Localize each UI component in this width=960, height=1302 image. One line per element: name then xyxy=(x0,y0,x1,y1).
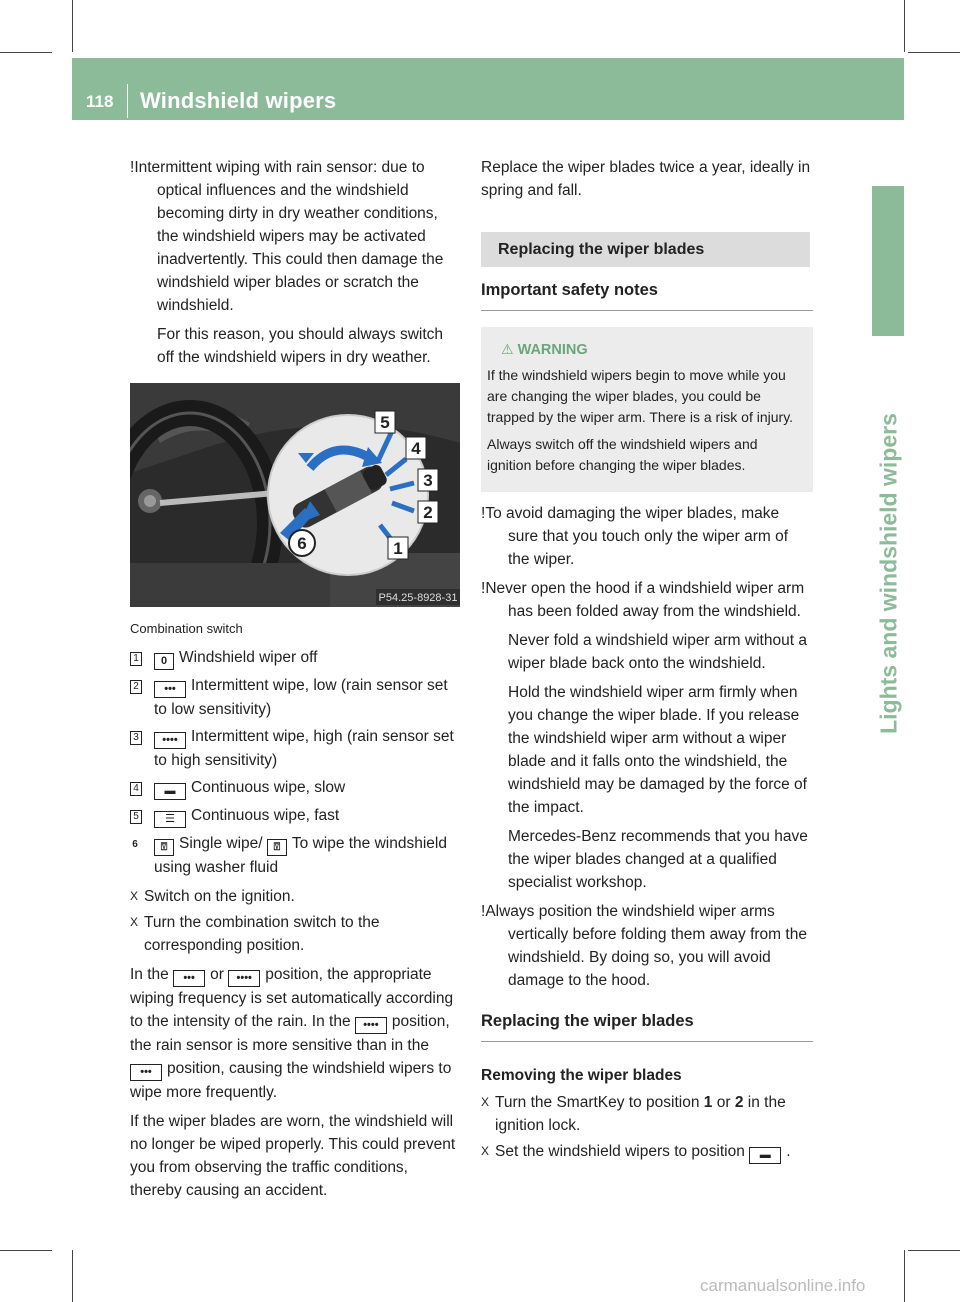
note-vertical: !Always position the windshield wiper arms vertically before folding them away from the windshield. By doing so, you will avoid damage to the hood. xyxy=(481,903,807,989)
left-column xyxy=(130,156,462,1208)
intermittent-low-symbol: ••• xyxy=(173,970,205,987)
continuous-slow-symbol: ▬ xyxy=(154,783,186,800)
continuous-fast-symbol: ☰ xyxy=(154,811,186,828)
page-header xyxy=(72,58,904,120)
exclamation-icon: ! xyxy=(130,159,135,176)
step-item: X Set the windshield wipers to position ▬ . xyxy=(481,1140,813,1164)
crop-mark xyxy=(0,1250,52,1251)
intermittent-low-symbol: ••• xyxy=(130,1064,162,1081)
section-heading: Replacing the wiper blades xyxy=(481,232,810,267)
watermark: carmanualsonline.info xyxy=(700,1276,866,1295)
legend-number: 1 xyxy=(130,652,142,666)
note-paragraph: Never fold a windshield wiper arm without a wiper blade back onto the windshield. xyxy=(508,632,807,672)
legend-number: 6 xyxy=(132,839,138,850)
legend-item: 2 ••• Intermittent wipe, low (rain sensor set to low sensitivity) xyxy=(130,674,462,721)
warning-title: ⚠ WARNING xyxy=(501,341,588,358)
page-number: 118 xyxy=(86,92,114,111)
legend-item: 5 ☰ Continuous wipe, fast xyxy=(130,804,462,828)
crop-mark xyxy=(908,1250,960,1251)
legend-number: 2 xyxy=(130,680,142,694)
header-separator xyxy=(127,84,128,118)
exclamation-icon: ! xyxy=(481,505,486,522)
legend-number: 3 xyxy=(130,731,142,745)
removing-heading: Removing the wiper blades xyxy=(481,1067,682,1084)
intro-paragraph: Replace the wiper blades twice a year, ideally in spring and fall. xyxy=(481,159,811,199)
callout-6: 6 xyxy=(297,534,307,553)
callout-1: 1 xyxy=(393,539,403,558)
crop-mark xyxy=(908,52,960,53)
crop-mark xyxy=(72,1250,73,1302)
note-hood: !Never open the hood if a windshield wiper arm has been folded away from the windshield. xyxy=(481,580,805,620)
replacing-heading: Replacing the wiper blades xyxy=(481,1010,813,1042)
side-label-text: Lights and windshield wipers xyxy=(875,413,902,734)
step-arrow-icon: X xyxy=(481,1144,490,1158)
combination-switch-figure xyxy=(130,383,460,607)
callout-3: 3 xyxy=(423,471,433,490)
step-arrow-icon: X xyxy=(130,889,139,903)
crop-mark xyxy=(904,1250,905,1302)
crop-mark xyxy=(0,52,52,53)
note-paragraph: Mercedes-Benz recommends that you have the wiper blades changed at a qualified specialist workshop. xyxy=(508,828,808,891)
step-arrow-icon: X xyxy=(481,1095,490,1109)
step-item: X Turn the SmartKey to position 1 or 2 in the ignition lock. xyxy=(481,1091,813,1137)
note-paragraph: For this reason, you should always switch off the windshield wipers in dry weather. xyxy=(157,326,444,366)
warning-text: If the windshield wipers begin to move while you are changing the wiper blades, you could be trapped by the wiper arm. There is a risk of injury. xyxy=(487,367,794,425)
intermittent-high-symbol: •••• xyxy=(355,1017,387,1034)
warning-text: Always switch off the windshield wipers and ignition before changing the wiper blades. xyxy=(487,436,758,473)
washer-symbol: ⍔ xyxy=(267,839,287,856)
step-item: X Switch on the ignition. xyxy=(130,885,462,908)
worn-blades-paragraph: If the wiper blades are worn, the windshield will no longer be wiped properly. This could prevent you from observing the traffic conditions, thereby causing an accident. xyxy=(130,1113,456,1199)
intermittent-low-symbol: ••• xyxy=(154,681,186,698)
callout-4: 4 xyxy=(411,439,421,458)
exclamation-icon: ! xyxy=(481,903,486,920)
right-column xyxy=(481,156,813,1167)
wiper-off-symbol: 0 xyxy=(154,653,174,670)
step-item: X Turn the combination switch to the corresponding position. xyxy=(130,911,462,957)
legend-number: 4 xyxy=(130,782,142,796)
legend-item: 6 ⍔ Single wipe/ ⍔ To wipe the windshield using washer fluid xyxy=(130,832,462,879)
figure-caption: Combination switch xyxy=(130,621,243,636)
intermittent-high-symbol: •••• xyxy=(228,970,260,987)
legend-item: 1 0 Windshield wiper off xyxy=(130,646,462,670)
intermittent-high-symbol: •••• xyxy=(154,732,186,749)
crop-mark xyxy=(904,0,905,52)
safety-heading: Important safety notes xyxy=(481,279,813,311)
step-arrow-icon: X xyxy=(130,915,139,929)
callout-2: 2 xyxy=(423,503,433,522)
callout-5: 5 xyxy=(380,413,390,432)
note-intermittent: !Intermittent wiping with rain sensor: due to optical influences and the windshield becoming dirty in dry weather conditions, the windshield wipers may be activated inadvertently. This could then damage the windshield wiper blades or scratch the windshield. xyxy=(130,159,444,314)
page-title: Windshield wipers xyxy=(140,88,337,113)
figure-code: P54.25-8928-31 xyxy=(378,592,458,604)
legend-number: 5 xyxy=(130,810,142,824)
rain-sensor-paragraph: In the ••• or •••• position, the appropriate wiping frequency is set automatically according to the intensity of the rain. In the •••• position, the rain sensor is more sensitive than in the ••• position, causing the windshield wipers to wipe more frequently. xyxy=(130,966,454,1101)
warning-triangle-icon: ⚠ xyxy=(501,341,514,357)
side-tab xyxy=(872,186,904,336)
note-paragraph: Hold the windshield wiper arm firmly when you change the wiper blade. If you release the windshield wiper arm without a wiper blade and it falls onto the windshield, the windshield may be damaged by the force of the impact. xyxy=(508,684,807,816)
note-blade-damage: !To avoid damaging the wiper blades, make sure that you touch only the wiper arm of the wiper. xyxy=(481,505,789,568)
continuous-slow-symbol: ▬ xyxy=(749,1147,781,1164)
legend-item: 4 ▬ Continuous wipe, slow xyxy=(130,776,462,800)
single-wipe-symbol: ⍔ xyxy=(154,839,174,856)
legend-item: 3 •••• Intermittent wipe, high (rain sensor set to high sensitivity) xyxy=(130,725,462,772)
warning-box xyxy=(481,327,813,492)
crop-mark xyxy=(72,0,73,52)
exclamation-icon: ! xyxy=(481,580,486,597)
